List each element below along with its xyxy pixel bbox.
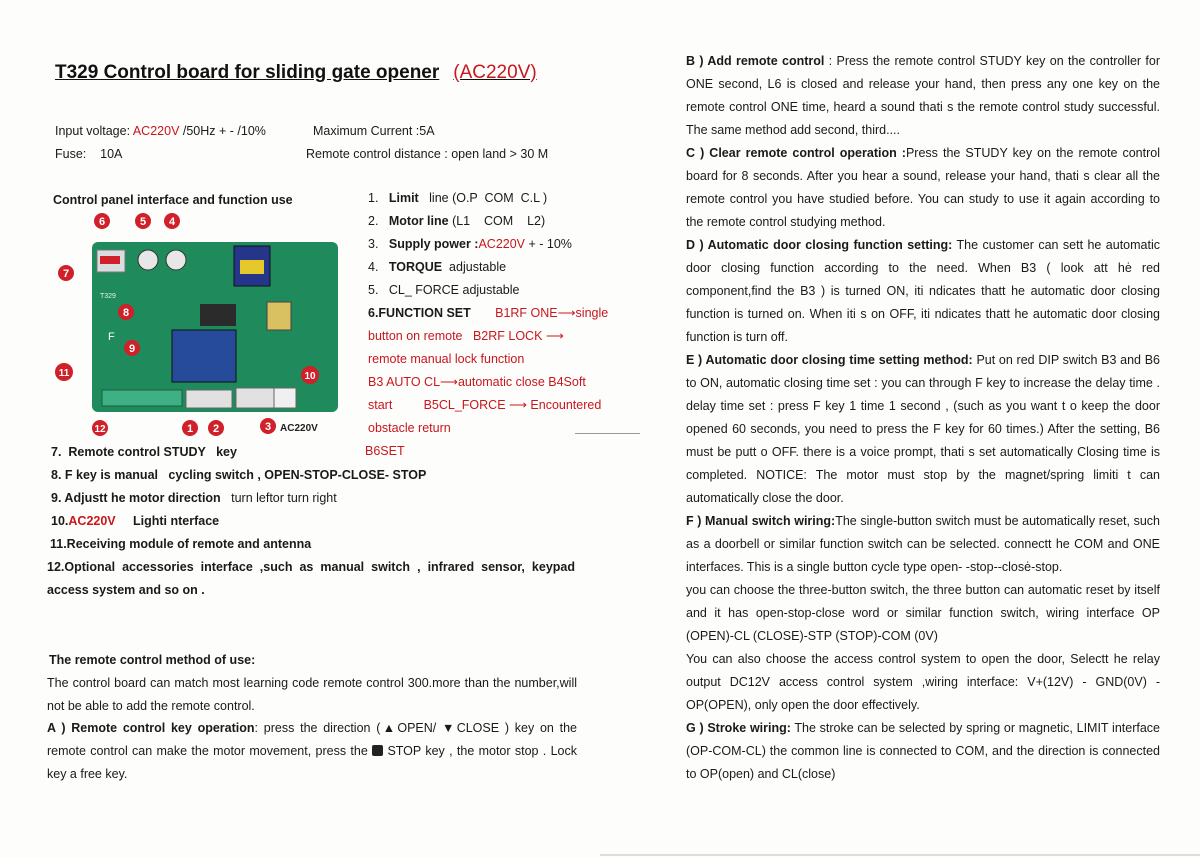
function-6-b3: B3 AUTO CL⟶automatic close B4Soft: [368, 375, 586, 389]
remote-a: A ) Remote control key operation: press the direction (▲OPEN/ ▼CLOSE ) key on the remote control can make the motor movement, press the STOP key , the motor stop . Lock key a free key.: [47, 721, 578, 781]
potentiometer-2: [166, 250, 186, 270]
receiver-module: [172, 330, 236, 382]
svg-text:2: 2: [212, 423, 220, 435]
function-3: 3. Supply power :AC220V + - 10%: [368, 237, 572, 251]
svg-text:6: 6: [98, 216, 106, 228]
svg-text:12: 12: [94, 424, 106, 435]
function-5: 5. CL_ FORCE adjustable: [368, 283, 520, 297]
terminal-ac: [274, 388, 296, 408]
svg-text:7: 7: [62, 268, 70, 280]
svg-text:3: 3: [264, 421, 272, 433]
triangle-down-icon: ▼: [442, 721, 457, 735]
terminal-block-left: [102, 390, 182, 406]
relay: [200, 304, 236, 326]
potentiometer-1: [138, 250, 158, 270]
marker-12: [92, 420, 108, 436]
marker-6: [94, 213, 110, 229]
section-f: F ) Manual switch wiring:The single-button switch must be automatically reset, such as a doorbell or similar function switch can be selected. connectt he COM and ONE interfaces. This is a single button cycle type open- -stop--closė-stop.: [686, 514, 1160, 574]
marker-1: [182, 420, 198, 436]
function-6-lock: remote manual lock function: [368, 352, 525, 366]
item-7: 7. Remote control STUDY key: [51, 445, 237, 459]
function-6-b2: button on remote B2RF LOCK ⟶: [368, 329, 564, 343]
function-6-b6: B6SET: [365, 444, 405, 458]
svg-text:9: 9: [128, 343, 136, 355]
transformer-core: [240, 260, 264, 274]
spec-remote-distance: Remote control distance : open land > 30 M: [306, 147, 549, 161]
svg-text:8: 8: [122, 307, 130, 319]
capacitor: [267, 302, 291, 330]
scan-edge: [600, 854, 1200, 856]
remote-intro: The control board can match most learning code remote control 300.more than the number,will not be able to add the remote control.: [47, 676, 577, 713]
marker-4: [164, 213, 180, 229]
marker-3: [260, 418, 276, 434]
marker-11: [55, 363, 73, 381]
dip-switch-red: [100, 256, 120, 264]
function-1: 1. Limit line (O.P COM C.L ): [368, 191, 548, 205]
section-b: B ) Add remote control : Press the remote control STUDY key on the controller for ONE second, L6 is closed and release your hand, then press any one key on the remote control ONE time, heard a sound thati s the remote control study successful. The same method add second, third....: [686, 54, 1160, 137]
remote-heading: The remote control method of use:: [49, 653, 256, 667]
spec-fuse: Fuse: 10A: [55, 147, 123, 161]
board-ac-label: AC220V: [280, 423, 318, 434]
divider-line: [575, 433, 640, 434]
marker-8: [118, 304, 134, 320]
function-6-b5: start B5CL_FORCE ⟶ Encountered: [368, 398, 602, 412]
section-e: E ) Automatic door closing time setting method: Put on red DIP switch B3 and B6 to ON, automatic closing time set : you can through F key to increase the delay time . delay time set : press F key 1 time 1 second , (such as you want t o keep the door opened 60 seconds, you need to press the F key for 60 times.) After the setting, B6 must be putt o OFF. there is a voice prompt, thati s set automatically Closing time is completed. NOTICE: The motor must stop by the magnet/spring limiti t can automatically close the door.: [686, 353, 1161, 505]
section-f-three-button: you can choose the three-button switch, the three button can automatic reset by itself and it has open-stop-close word or similar function switch, wiring interface OP (OPEN)-CL (CLOSE)-STP (STOP)-COM (0V): [686, 583, 1160, 643]
title-voltage: (AC220V): [453, 62, 537, 83]
item-12: 12.Optional accessories interface ,such as manual switch , infrared sensor, keypad access system and so on .: [47, 560, 575, 597]
board-f-label: F: [108, 331, 115, 343]
function-2: 2. Motor line (L1 COM L2): [368, 214, 546, 228]
spec-input-voltage: Input voltage: AC220V /50Hz + - /10%: [55, 124, 266, 138]
control-board-photo: [52, 212, 352, 444]
item-8: 8. F key is manual cycling switch , OPEN-STOP-CLOSE- STOP: [51, 468, 427, 482]
svg-text:10: 10: [304, 371, 316, 382]
spec-max-current: Maximum Current :5A: [313, 124, 435, 138]
section-g: G ) Stroke wiring: The stroke can be selected by spring or magnetic, LIMIT interface (OP-COM-CL) the common line is connected to COM, and the direction is connected to OP(open) and CL(close): [686, 721, 1160, 781]
svg-text:5: 5: [139, 216, 147, 228]
panel-heading: Control panel interface and function use: [53, 193, 293, 207]
marker-7: [58, 265, 74, 281]
terminal-block-mid: [186, 390, 232, 408]
triangle-up-icon: ▲: [380, 721, 398, 735]
marker-9: [124, 340, 140, 356]
item-9: 9. Adjustt he motor direction turn leftor turn right: [51, 491, 337, 505]
function-6-obstacle: obstacle return: [368, 421, 451, 435]
marker-10: [301, 366, 319, 384]
board-brand: T329: [100, 293, 116, 300]
stop-square-icon: [372, 745, 383, 756]
section-c: C ) Clear remote control operation :Press the STUDY key on the remote control board for 8 seconds. After you hear a sound, release your hand, thati s clear all the remote control you have studied before. You can study to use it again according to the remote control studying method.: [686, 146, 1160, 229]
marker-2: [208, 420, 224, 436]
page-title: T329 Control board for sliding gate opener (AC220V): [55, 62, 537, 83]
item-10: 10.AC220V Lighti nterface: [51, 514, 220, 528]
item-11: 11.Receiving module of remote and antenna: [50, 537, 312, 551]
svg-text:11: 11: [58, 368, 70, 379]
marker-5: [135, 213, 151, 229]
function-6: 6.FUNCTION SET B1RF ONE⟶single: [368, 306, 609, 320]
function-4: 4. TORQUE adjustable: [368, 260, 507, 274]
section-f-access: You can also choose the access control system to open the door, Selectt he relay output DC12V access control system ,wiring interface: V+(12V) - GND(0V) - OP(OPEN), only open the door effectively.: [686, 652, 1160, 712]
terminal-block-right: [236, 388, 274, 408]
section-d: D ) Automatic door closing function setting: The customer can sett he automatic door closing function according to the need. When B3 ( look att hė red component,find the B3 ) is turned ON, iti ndicates thatt he automatic door closing function is turned on. When iti s on OFF, iti ndicates thatt he automatic door closing function is turn off.: [686, 238, 1161, 344]
board-pcb: [92, 242, 338, 412]
svg-text:4: 4: [168, 216, 176, 228]
svg-text:1: 1: [186, 423, 194, 435]
